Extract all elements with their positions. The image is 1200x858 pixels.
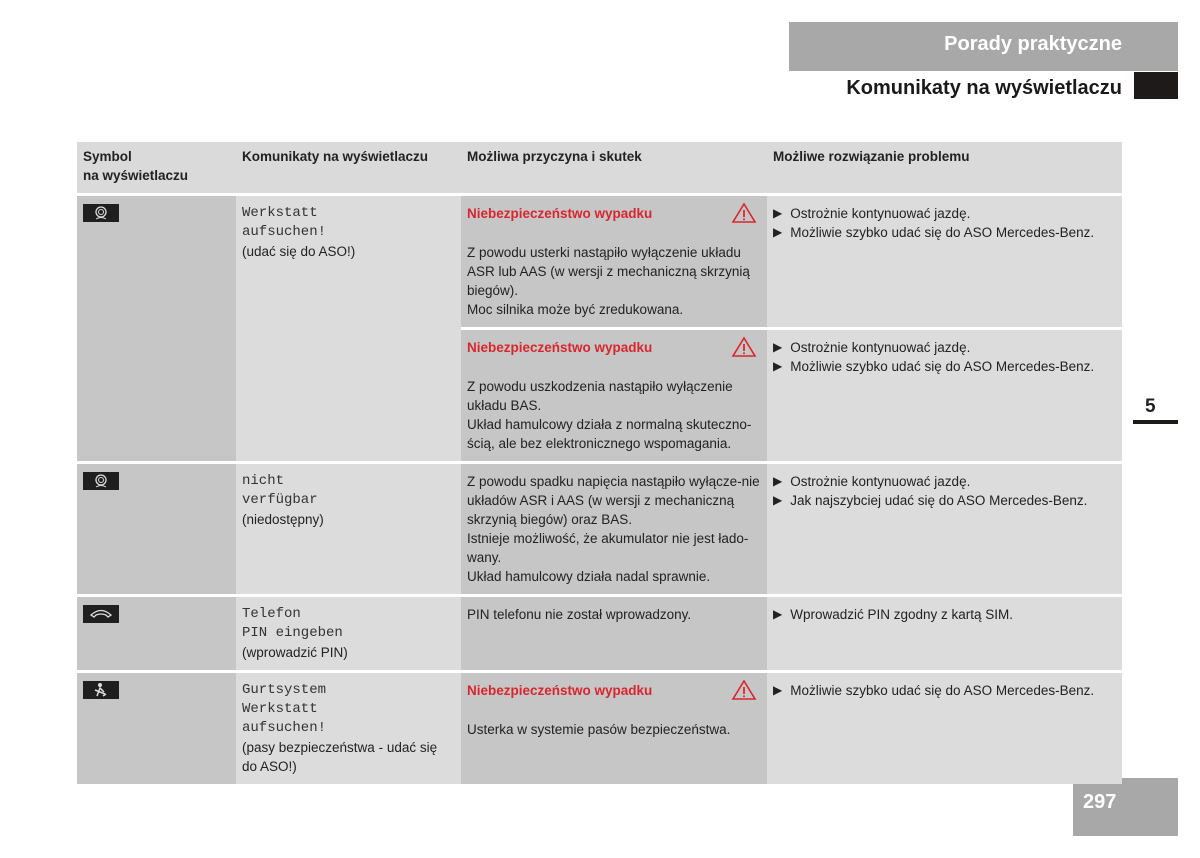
solution-item: ▶ Wprowadzić PIN zgodny z kartą SIM. bbox=[773, 607, 1014, 622]
solution-cell bbox=[767, 195, 1122, 329]
table-row bbox=[77, 195, 1122, 329]
symbol-cell bbox=[77, 596, 236, 672]
section-header bbox=[789, 22, 1178, 71]
chapter-number: 5 bbox=[1145, 396, 1156, 417]
cause-cell bbox=[461, 463, 767, 596]
page-number bbox=[1073, 778, 1178, 836]
section-marker bbox=[1134, 72, 1178, 99]
solution-item: ▶ Ostrożnie kontynuować jazdę. bbox=[773, 206, 971, 221]
solution-item: ▶ Ostrożnie kontynuować jazdę. bbox=[773, 340, 971, 355]
header-symbol: Symbol na wyświetlaczu bbox=[77, 142, 236, 195]
solution-item: ▶ Możliwie szybko udać się do ASO Mercedes-Benz. bbox=[773, 359, 1095, 374]
message-cell: Werkstatt aufsuchen! (udać się do ASO!) bbox=[236, 195, 461, 463]
cause-text: Układ hamulcowy działa nadal sprawnie. bbox=[467, 569, 711, 584]
warning-label: Niebezpieczeństwo wypadku bbox=[467, 681, 761, 701]
symbol-cell bbox=[77, 195, 236, 463]
cause-text: Usterka w systemie pasów bezpieczeństwa. bbox=[467, 722, 731, 737]
table-row bbox=[77, 463, 1122, 596]
seatbelt-icon bbox=[83, 687, 119, 702]
table-row bbox=[77, 672, 1122, 785]
bullet-arrow-icon: ▶ bbox=[773, 493, 783, 507]
display-messages-table bbox=[77, 142, 1122, 784]
warning-triangle-icon bbox=[731, 336, 757, 358]
table-row bbox=[77, 596, 1122, 672]
page-subtitle: Komunikaty na wyświetlaczu bbox=[846, 77, 1122, 99]
telephone-icon bbox=[83, 611, 119, 626]
warning-triangle-icon bbox=[731, 679, 757, 701]
cause-cell bbox=[461, 672, 767, 785]
cause-text: Moc silnika może być zredukowana. bbox=[467, 302, 684, 317]
chapter-tab bbox=[1133, 392, 1178, 424]
symbol-cell bbox=[77, 463, 236, 596]
table-header bbox=[77, 142, 1122, 195]
message-cell: Gurtsystem Werkstatt aufsuchen! (pasy bezpieczeństwa - udać się do ASO!) bbox=[236, 672, 461, 785]
bullet-arrow-icon: ▶ bbox=[773, 683, 783, 697]
header-message: Komunikaty na wyświetlaczu bbox=[236, 142, 461, 195]
cause-text: Istnieje możliwość, że akumulator nie jest łado-wany. bbox=[467, 531, 749, 565]
page-number-text: 297 bbox=[1083, 791, 1117, 813]
header-solution: Możliwe rozwiązanie problemu bbox=[767, 142, 1122, 195]
bullet-arrow-icon: ▶ bbox=[773, 607, 783, 621]
cause-cell bbox=[461, 596, 767, 672]
cause-cell bbox=[461, 195, 767, 329]
bullet-arrow-icon: ▶ bbox=[773, 474, 783, 488]
warning-label: Niebezpieczeństwo wypadku bbox=[467, 204, 761, 224]
warning-triangle-icon bbox=[731, 202, 757, 224]
solution-item: ▶ Możliwie szybko udać się do ASO Mercedes-Benz. bbox=[773, 225, 1095, 240]
warning-label: Niebezpieczeństwo wypadku bbox=[467, 338, 761, 358]
bullet-arrow-icon: ▶ bbox=[773, 225, 783, 239]
cause-text: PIN telefonu nie został wprowadzony. bbox=[467, 607, 692, 622]
bullet-arrow-icon: ▶ bbox=[773, 340, 783, 354]
header-cause: Możliwa przyczyna i skutek bbox=[461, 142, 767, 195]
message-cell: nicht verfügbar (niedostępny) bbox=[236, 463, 461, 596]
cause-text: Z powodu usterki nastąpiło wyłączenie układu ASR lub AAS (w wersji z mechaniczną skrzynią biegów). bbox=[467, 245, 750, 298]
solution-item: ▶ Możliwie szybko udać się do ASO Mercedes-Benz. bbox=[773, 683, 1095, 698]
symbol-cell bbox=[77, 672, 236, 785]
cause-text: Układ hamulcowy działa z normalną skuteczno-ścią, ale bez elektronicznego wspomagania. bbox=[467, 417, 752, 451]
bullet-arrow-icon: ▶ bbox=[773, 206, 783, 220]
cause-cell bbox=[461, 329, 767, 463]
solution-item: ▶ Jak najszybciej udać się do ASO Mercedes-Benz. bbox=[773, 493, 1088, 508]
message-cell: Telefon PIN eingeben (wprowadzić PIN) bbox=[236, 596, 461, 672]
bullet-arrow-icon: ▶ bbox=[773, 359, 783, 373]
esp-warning-icon bbox=[83, 210, 119, 225]
section-title: Porady praktyczne bbox=[944, 33, 1122, 55]
solution-cell bbox=[767, 596, 1122, 672]
solution-cell bbox=[767, 463, 1122, 596]
solution-cell bbox=[767, 672, 1122, 785]
cause-text: Z powodu uszkodzenia nastąpiło wyłączenie układu BAS. bbox=[467, 379, 733, 413]
cause-text: Z powodu spadku napięcia nastąpiło wyłącze-nie układów ASR i AAS (w wersji z mechaniczną skrzynią biegów) oraz BAS. bbox=[467, 474, 760, 527]
solution-item: ▶ Ostrożnie kontynuować jazdę. bbox=[773, 474, 971, 489]
esp-warning-icon bbox=[83, 478, 119, 493]
solution-cell bbox=[767, 329, 1122, 463]
